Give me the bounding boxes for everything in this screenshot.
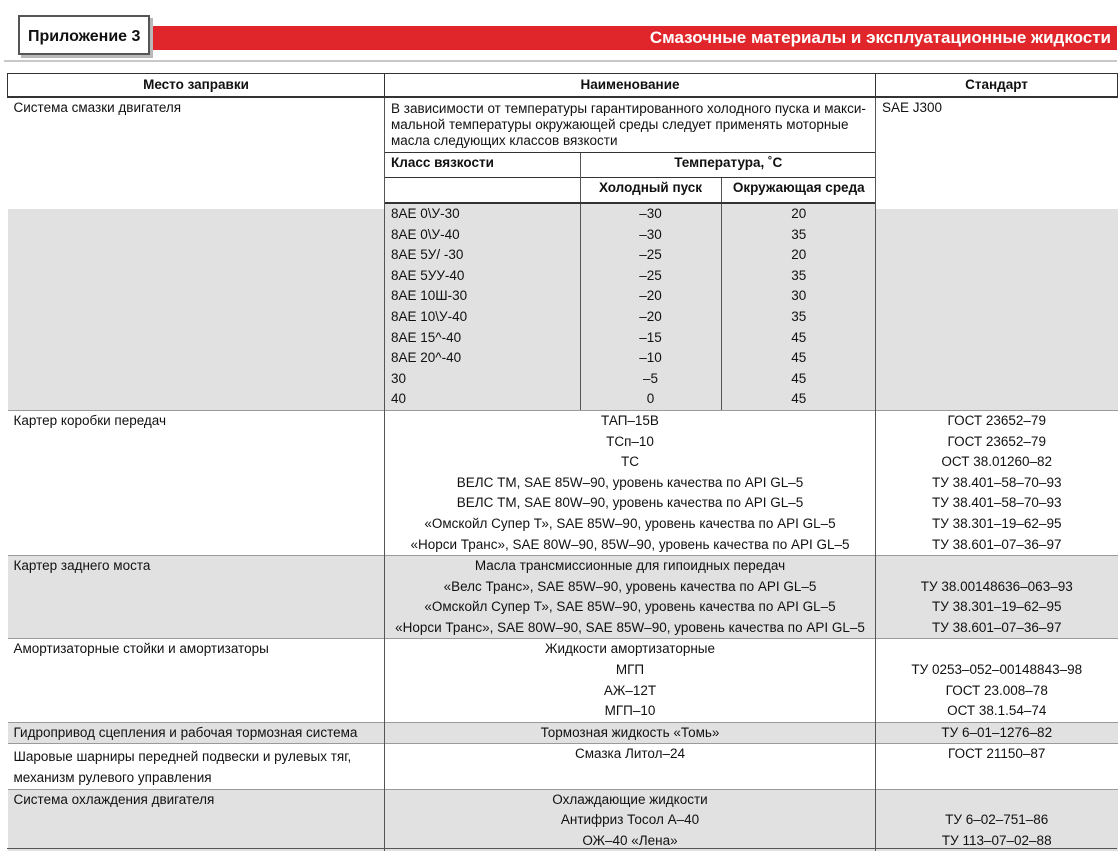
engine-name-cell	[385, 97, 876, 204]
lubricant-name: ТСп–10	[606, 433, 654, 449]
lubricant-standard: ГОСТ 23.008–78	[945, 682, 1048, 698]
viscosity-class: 8АЕ 5У/ -30	[391, 247, 464, 263]
lubricant-name: «Норси Транс», SAE 80W–90, SAE 85W–90, уровень качества по API GL–5	[395, 619, 865, 635]
lubricant-name: Антифриз Тосол А–40	[560, 812, 700, 828]
lubricant-standard: ГОСТ 23652–79	[947, 433, 1046, 449]
section-standards	[876, 410, 1118, 555]
cold-start-header: Холодный пуск	[580, 178, 721, 204]
lubricant-name: Смазка Литол–24	[574, 746, 686, 762]
section-names	[385, 789, 876, 851]
lubricant-standard	[882, 790, 1112, 811]
lubricant-standard: ТУ 38.601–07–36–97	[932, 619, 1062, 635]
viscosity-header-row	[385, 153, 876, 178]
table-header-row	[8, 74, 1118, 98]
ambient-temp: 45	[721, 389, 876, 410]
section-names	[385, 722, 876, 744]
lubricant-name: Охлаждающие жидкости	[552, 791, 708, 807]
lubricant-name: МГП–10	[604, 703, 656, 719]
viscosity-class: 8АЕ 15^-40	[391, 329, 462, 345]
ambient-temp: 35	[721, 225, 876, 246]
viscosity-row	[385, 245, 876, 266]
engine-standard: SAE J300	[876, 97, 1118, 410]
viscosity-table	[385, 204, 876, 410]
section-row	[8, 789, 1118, 851]
cold-start-temp: 0	[580, 389, 721, 410]
lubricant-name: АЖ–12Т	[603, 682, 657, 698]
lubricant-name: «Омскойл Супер Т», SAE 85W–90, уровень качества по API GL–5	[424, 515, 836, 531]
lubricant-standard: ОСТ 38.01260–82	[941, 454, 1053, 470]
section-row	[8, 722, 1118, 744]
blank-cell	[385, 178, 580, 204]
ambient-temp: 20	[721, 245, 876, 266]
viscosity-row	[385, 307, 876, 328]
temperature-subheader-row	[385, 178, 876, 204]
viscosity-class: 8АЕ 20^-40	[391, 350, 462, 366]
section-title: Смазочные материалы и эксплуатационные жидкости	[649, 28, 1111, 47]
lubricant-standard: ТУ 38.401–58–70–93	[932, 474, 1062, 490]
lubricant-standard: ГОСТ 23652–79	[947, 412, 1046, 428]
lubricant-name: ОЖ–40 «Лена»	[582, 832, 678, 848]
section-place: Амортизаторные стойки и амортизаторы	[8, 639, 385, 722]
lubricant-standard: ТУ 38.301–19–62–95	[932, 599, 1062, 615]
lubricant-standard: ОСТ 38.1.54–74	[947, 703, 1047, 719]
divider	[4, 60, 1117, 62]
section-row	[8, 744, 1118, 789]
lubricant-standard	[882, 556, 1112, 577]
section-standards	[876, 789, 1118, 851]
viscosity-class: 8АЕ 10\У-40	[391, 308, 468, 324]
lubricant-name: «Омскойл Супер Т», SAE 85W–90, уровень качества по API GL–5	[424, 599, 836, 615]
ambient-temp: 45	[721, 348, 876, 369]
cold-start-temp: –10	[580, 348, 721, 369]
viscosity-row	[385, 266, 876, 287]
appendix-tab	[18, 15, 150, 55]
lubricant-name: ВЕЛС ТМ, SAE 80W–90, уровень качества по API GL–5	[456, 495, 804, 511]
viscosity-row	[385, 369, 876, 390]
engine-intro	[385, 98, 875, 152]
lubricants-table	[7, 73, 1118, 851]
ambient-temp: 20	[721, 204, 876, 225]
viscosity-row	[385, 348, 876, 369]
lubricant-standard: ТУ 38.301–19–62–95	[932, 515, 1062, 531]
lubricant-name: МГП	[615, 662, 645, 678]
section-place: Шаровые шарниры передней подвески и рулевых тяг, механизм рулевого управления	[8, 744, 385, 789]
section-row	[8, 410, 1118, 555]
cold-start-temp: –30	[580, 204, 721, 225]
cold-start-temp: –25	[580, 266, 721, 287]
viscosity-row	[385, 286, 876, 307]
engine-intro-line: мальной температуры окружающей среды следует применять моторные	[391, 117, 849, 132]
ambient-temp: 45	[721, 369, 876, 390]
section-names	[385, 556, 876, 639]
ambient-temp: 35	[721, 307, 876, 328]
cold-start-temp: –30	[580, 225, 721, 246]
lubricant-name: «Норси Транс», SAE 80W–90, 85W–90, уровень качества по API GL–5	[410, 536, 850, 552]
appendix-label: Приложение 3	[28, 28, 141, 45]
lubricant-name: Масла трансмиссионные для гипоидных передач	[474, 558, 786, 574]
viscosity-list-cell	[385, 204, 876, 410]
viscosity-class: 30	[391, 370, 407, 386]
engine-place: Система смазки двигателя	[8, 97, 385, 410]
engine-intro-line: В зависимости от температуры гарантированного холодного пуска и макси-	[391, 101, 866, 116]
lubricant-name: Жидкости амортизаторные	[544, 641, 716, 657]
viscosity-row	[385, 328, 876, 349]
lubricant-name: ВЕЛС ТМ, SAE 85W–90, уровень качества по API GL–5	[456, 474, 804, 490]
viscosity-table-header	[385, 152, 876, 204]
section-row	[8, 556, 1118, 639]
lubricant-standard: ТУ 6–02–751–86	[945, 812, 1049, 828]
cold-start-temp: –25	[580, 245, 721, 266]
viscosity-row	[385, 225, 876, 246]
lubricant-standard: ТУ 38.601–07–36–97	[932, 536, 1062, 552]
cold-start-temp: –5	[580, 369, 721, 390]
section-names	[385, 744, 876, 789]
engine-intro-line: масла следующих классов вязкости	[391, 133, 618, 148]
col-header-name: Наименование	[385, 74, 876, 98]
ambient-temp: 30	[721, 286, 876, 307]
lubricant-standard: ТУ 113–07–02–88	[941, 832, 1052, 848]
viscosity-class: 8АЕ 10Ш-30	[391, 288, 468, 304]
lubricant-name: ТАП–15В	[601, 412, 659, 428]
lubricant-standard: ТУ 38.00148636–063–93	[920, 578, 1073, 594]
temperature-header: Температура, ˚С	[580, 153, 876, 178]
section-names	[385, 639, 876, 722]
lubricant-standard	[882, 639, 1112, 660]
cold-start-temp: –20	[580, 307, 721, 328]
section-place: Гидропривод сцепления и рабочая тормозная система	[8, 722, 385, 744]
cold-start-temp: –20	[580, 286, 721, 307]
viscosity-class: 8АЕ 5УУ-40	[391, 267, 465, 283]
cold-start-temp: –15	[580, 328, 721, 349]
lubricant-standard: ТУ 0253–052–00148843–98	[911, 662, 1083, 678]
engine-intro-row	[8, 97, 1118, 204]
col-header-standard: Стандарт	[876, 74, 1118, 98]
ambient-temp: 35	[721, 266, 876, 287]
col-header-place: Место заправки	[8, 74, 385, 98]
section-place: Картер заднего моста	[8, 556, 385, 639]
section-row	[8, 639, 1118, 722]
lubricant-name: ТС	[621, 454, 639, 470]
viscosity-class-header: Класс вязкости	[385, 153, 580, 178]
section-standards	[876, 639, 1118, 722]
section-standards	[876, 556, 1118, 639]
section-standards	[876, 744, 1118, 789]
lubricant-name: Тормозная жидкость «Томь»	[540, 724, 720, 740]
lubricant-standard: ТУ 38.401–58–70–93	[932, 495, 1062, 511]
lubricant-standard: ТУ 6–01–1276–82	[941, 724, 1053, 740]
lubricant-standard: ГОСТ 21150–87	[948, 746, 1046, 762]
viscosity-row	[385, 204, 876, 225]
ambient-temp: 45	[721, 328, 876, 349]
viscosity-class: 40	[391, 391, 407, 407]
ambient-header: Окружающая среда	[721, 178, 876, 204]
viscosity-row	[385, 389, 876, 410]
section-standards	[876, 722, 1118, 744]
section-place: Система охлаждения двигателя	[8, 789, 385, 851]
bottom-rule	[7, 848, 1117, 849]
section-names	[385, 410, 876, 555]
viscosity-class: 8АЕ 0\У-40	[391, 226, 460, 242]
viscosity-class: 8АЕ 0\У-30	[391, 206, 460, 221]
lubricant-name: «Велс Транс», SAE 85W–90, уровень качества по API GL–5	[443, 578, 817, 594]
section-place: Картер коробки передач	[8, 410, 385, 555]
